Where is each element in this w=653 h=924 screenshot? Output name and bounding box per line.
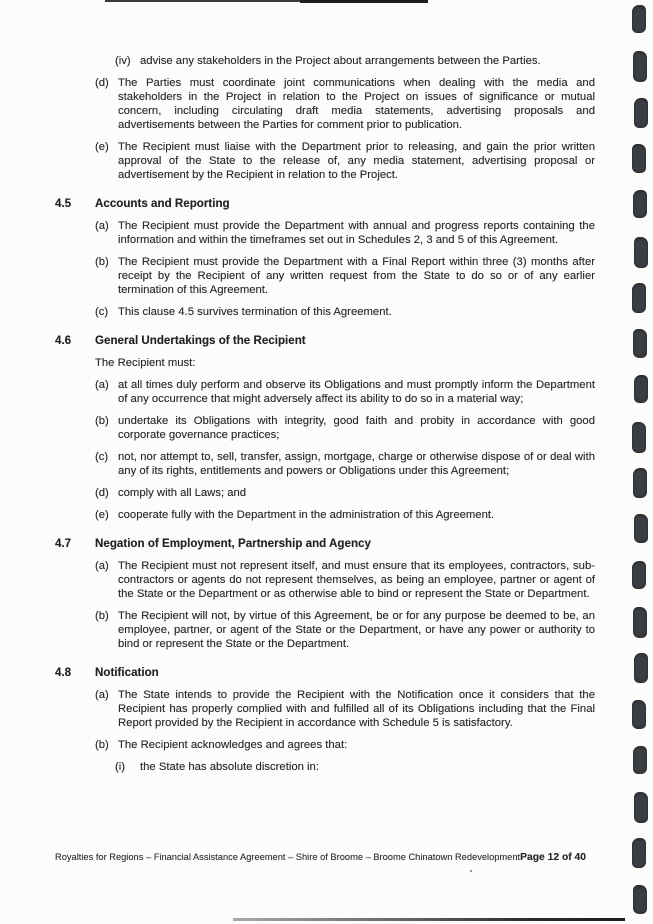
list-item	[95, 508, 595, 522]
item-text: not, nor attempt to, sell, transfer, assign, mortgage, charge or otherwise dispose of or deal with any of its rights, entitlements and powers or Obligations under this Agreement;	[118, 451, 595, 477]
item-marker: (a)	[95, 689, 109, 701]
binding-hole-icon	[632, 838, 646, 868]
item-text: cooperate fully with the Department in the administration of this Agreement.	[118, 509, 495, 521]
item-marker: (d)	[95, 77, 109, 89]
item-text: The Recipient must provide the Department with annual and progress reports containing the information and within the timeframes set out in Schedules 2, 3 and 5 of this Agreement.	[118, 220, 595, 246]
section-heading	[55, 196, 595, 211]
item-text: the State has absolute discretion in:	[140, 761, 319, 773]
item-text: The Recipient must liaise with the Department prior to releasing, and gain the prior written approval of the State to the release of, any media statement, advertising proposal or advertisement by the Recipient in relation to the Project.	[118, 141, 595, 181]
item-marker: (a)	[95, 220, 109, 232]
item-text: The Recipient must provide the Department with a Final Report within three (3) months after receipt by the Recipient of any written request from the State to do so or of any earlier termination of this Agreement.	[118, 256, 595, 296]
section-heading	[55, 665, 595, 680]
binding-hole-icon	[632, 144, 646, 173]
scan-artifact-bottom-line	[233, 918, 625, 921]
item-marker: (iv)	[115, 55, 131, 67]
item-text: The State intends to provide the Recipient with the Notification once it considers that the Recipient has properly complied with and fulfilled all of its Obligations including that the Final Report provided by the Recipient in accordance with Schedule 5 is satisfactory.	[118, 689, 595, 729]
binding-hole-icon	[633, 885, 647, 914]
list-item	[95, 738, 595, 752]
binding-hole-icon	[632, 5, 646, 33]
sub-list-item	[115, 760, 595, 774]
item-marker: (b)	[95, 739, 109, 751]
binding-hole-icon	[633, 329, 647, 358]
item-marker: (i)	[115, 761, 126, 773]
list-item	[95, 450, 595, 478]
section-number: 4.8	[55, 666, 72, 679]
footer-document-title: Royalties for Regions – Financial Assistance Agreement – Shire of Broome – Broome Chinatown Redevelopment	[55, 852, 521, 862]
list-item	[95, 255, 595, 297]
item-marker: (b)	[95, 610, 109, 622]
binding-hole-icon	[632, 561, 646, 589]
binding-hole-icon	[634, 375, 648, 403]
list-item	[95, 688, 595, 730]
binding-hole-icon	[633, 746, 647, 774]
item-marker: (d)	[95, 487, 109, 499]
document-blocks	[55, 54, 595, 774]
binding-hole-icon	[633, 468, 647, 498]
section-number: 4.6	[55, 334, 72, 347]
item-text: advise any stakeholders in the Project about arrangements between the Parties.	[140, 55, 541, 67]
list-item	[95, 609, 595, 651]
item-marker: (e)	[95, 509, 109, 521]
item-text: The Recipient will not, by virtue of this Agreement, be or for any purpose be deemed to be, an employee, partner, or agent of the State or the Department, or have any power or authority to bind or represent the State or the Department.	[118, 610, 595, 650]
section-title: Negation of Employment, Partnership and Agency	[95, 537, 371, 550]
binding-hole-icon	[633, 607, 647, 638]
item-text: The Parties must coordinate joint communications when dealing with the media and stakeholders in the Project in relation to the Project on issues of significance or mutual concern, including circulating draft media statements, advertising proposals and advertisements between the Parties for comment prior to publication.	[118, 77, 595, 131]
list-item	[95, 140, 595, 182]
binding-hole-icon	[634, 653, 648, 683]
item-text: This clause 4.5 survives termination of this Agreement.	[118, 306, 392, 318]
item-marker: (c)	[95, 306, 109, 318]
item-marker: (b)	[95, 256, 109, 268]
list-item	[95, 378, 595, 406]
binding-hole-icon	[633, 190, 647, 218]
page-footer	[55, 852, 586, 863]
binding-strip	[607, 0, 653, 924]
section-heading	[55, 333, 595, 348]
item-marker: (c)	[95, 451, 109, 463]
list-item	[95, 486, 595, 500]
list-item	[95, 414, 595, 442]
item-text: undertake its Obligations with integrity, good faith and probity in accordance with good corporate governance practices;	[118, 415, 595, 441]
binding-hole-icon	[634, 792, 648, 823]
item-marker: (a)	[95, 379, 109, 391]
item-text: The Recipient acknowledges and agrees that:	[118, 739, 348, 751]
scan-artifact-dot	[470, 870, 472, 872]
paragraph: The Recipient must:	[95, 357, 196, 369]
binding-hole-icon	[633, 51, 647, 82]
list-item	[95, 559, 595, 601]
section-number: 4.5	[55, 197, 72, 210]
item-text: The Recipient must not represent itself, and must ensure that its employees, contractors, sub-contractors or agents do not represent themselves, as being an employee, partner or agent of the State or the Department or as otherwise able to bind or represent the State or Department.	[118, 560, 595, 600]
binding-hole-icon	[634, 237, 648, 268]
item-marker: (b)	[95, 415, 109, 427]
binding-hole-icon	[634, 514, 648, 543]
sub-list-item	[115, 54, 595, 68]
item-marker: (e)	[95, 141, 109, 153]
binding-hole-icon	[632, 283, 646, 313]
list-item	[95, 76, 595, 132]
section-title: General Undertakings of the Recipient	[95, 334, 306, 347]
section-number: 4.7	[55, 537, 72, 550]
list-item	[95, 305, 595, 319]
list-item	[95, 219, 595, 247]
binding-hole-icon	[634, 98, 648, 128]
binding-hole-icon	[632, 700, 646, 729]
scan-artifact-top-line-dark	[300, 0, 428, 3]
section-heading	[55, 536, 595, 551]
item-text: comply with all Laws; and	[118, 487, 247, 499]
section-title: Accounts and Reporting	[95, 197, 230, 210]
binding-hole-icon	[632, 422, 646, 453]
item-marker: (a)	[95, 560, 109, 572]
footer-page-number: Page 12 of 40	[520, 852, 586, 863]
item-text: at all times duly perform and observe its Obligations and must promptly inform the Department of any occurrence that might adversely affect its ability to do so in a material way;	[118, 379, 595, 405]
section-title: Notification	[95, 666, 159, 679]
